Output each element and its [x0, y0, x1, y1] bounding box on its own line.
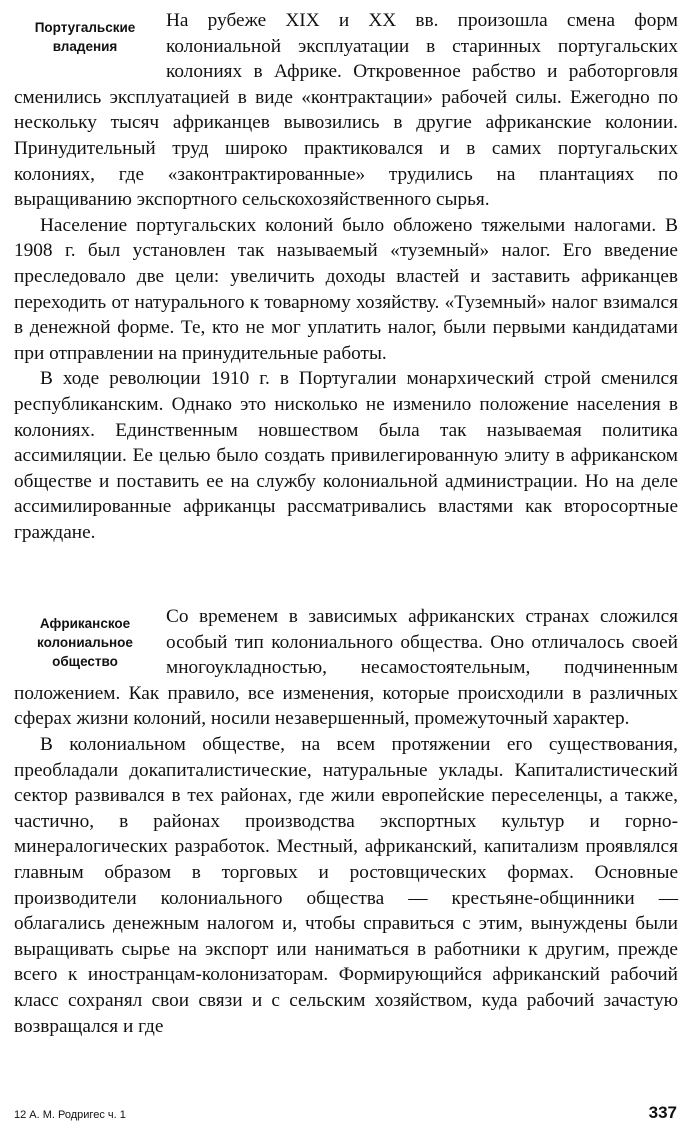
page-footer [14, 1103, 677, 1125]
paragraph: На рубеже XIX и XX вв. произошла смена форм колониальной эксплуатации в старинных португальских колониях в Африке. Откровенное рабство и работорговля сменились эксплуатацией в виде «контрактации» рабочей силы. Ежегодно по нескольку тысяч африканцев вывозились в другие африканские колонии. Принудительный труд широко практиковался и в самих португальских колониях, где «законтрактированные» трудились на плантациях по выращиванию экспортного сельскохозяйственного сырья. [14, 10, 678, 211]
printer-signature: 12 А. М. Родригес ч. 1 [14, 1109, 126, 1121]
section-portuguese-possessions [14, 8, 678, 545]
page-number: 337 [648, 1103, 677, 1122]
paragraph: Население португальских колоний было обложено тяжелыми налогами. В 1908 г. был установлен так называемый «туземный» налог. Его введение преследовало две цели: увеличить доходы властей и заставить африканцев переходить от натурального к товарному хозяйству. «Туземный» налог взимался в денежной форме. Те, кто не мог уплатить налог, были первыми кандидатами при отправлении на принудительные работы. [14, 214, 678, 364]
section-african-colonial-society [14, 604, 678, 1039]
section-heading: Португальские владения [34, 20, 136, 54]
paragraph: Со временем в зависимых африканских странах сложился особый тип колониального общества. Оно отличалось своей многоукладностью, несамостоятельным, подчиненным положением. Как правило, все изменения, которые происходили в различных сферах жизни колоний, носили незавершенный, промежуточный характер. [14, 606, 678, 730]
section-heading: Африканское колониальное общество [37, 616, 133, 669]
paragraph: В колониальном обществе, на всем протяжении его существования, преобладали докапиталистические, натуральные уклады. Капиталистический сектор развивался в тех районах, где жили европейские переселенцы, а также, частично, в районах производства экспортных культур и горно-минералогических разработок. Местный, африканский, капитализм проявлялся главным образом в торговых и ростовщических формах. Основные производители колониального общества — крестьяне-общинники — облагались денежным налогом и, чтобы справиться с этим, вынуждены были выращивать сырье на экспорт или наниматься в работники к другим, прежде всего к иностранцам-колонизаторам. Формирующийся африканский рабочий класс сохранял свои связи и с сельским хозяйством, куда рабочий зачастую возвращался и где [14, 733, 678, 1037]
paragraph: В ходе революции 1910 г. в Португалии монархический строй сменился республиканским. Однако это нисколько не изменило положение населения в колониях. Единственным новшеством была так называемая политика ассимиляции. Ее целью было создать привилегированную элиту в африканском обществе и поставить ее на службу колониальной администрации. Но на деле ассимилированные африканцы рассматривались властями как второсортные граждане. [14, 368, 678, 543]
